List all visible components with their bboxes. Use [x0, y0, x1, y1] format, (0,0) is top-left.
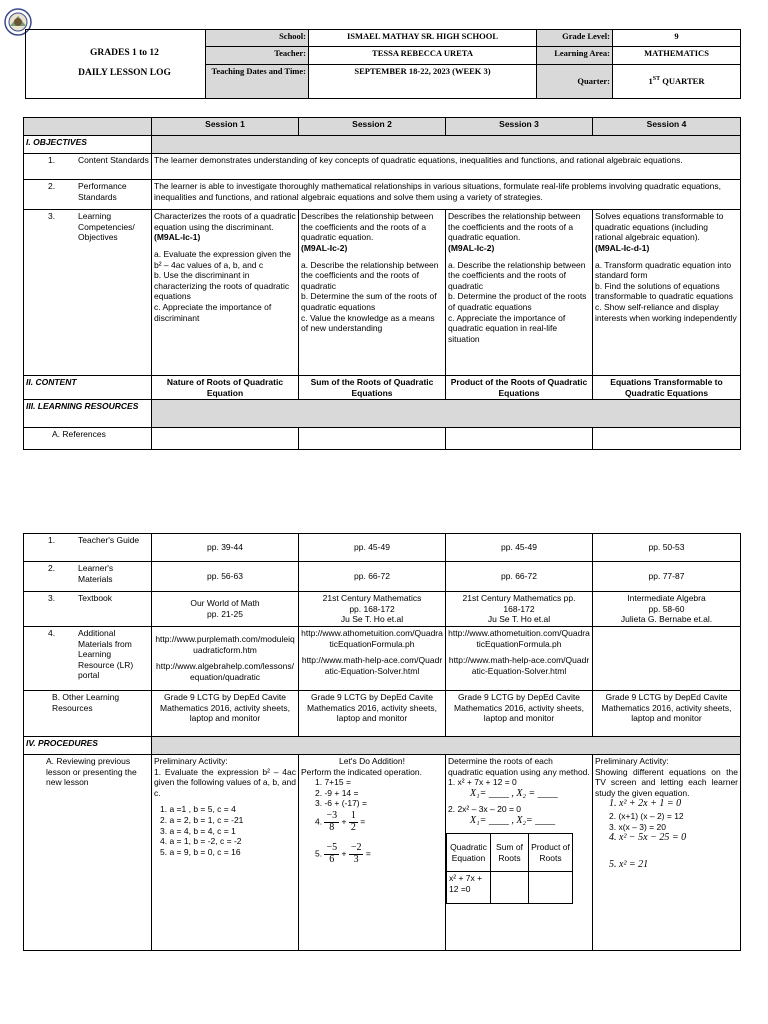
lc-1-code: (M9AL-Ic-1)	[154, 232, 201, 243]
s2-f5a-denominator: 6	[329, 853, 335, 865]
tb-session-4	[593, 592, 741, 627]
content-heading: II. CONTENT	[24, 376, 152, 400]
s3-roots-1: X₁= ____ , X₂ = ____	[470, 787, 558, 799]
school-label: School:	[206, 30, 309, 47]
grade-level-label: Grade Level:	[537, 30, 613, 47]
performance-standards-label	[24, 180, 152, 210]
lc-2-code: (M9AL-Ic-2)	[301, 242, 348, 253]
s2-f4b-denominator: 2	[350, 821, 356, 833]
tb-2-title: 21st Century Mathematics	[322, 593, 422, 603]
lc-3-code: (M9AL-Ic-2)	[448, 242, 495, 253]
other-session-1: Grade 9 LCTG by DepEd Cavite Mathematics 2016, activity sheets, laptop and monitor	[152, 690, 299, 736]
s1-title: Preliminary Activity:	[154, 755, 228, 766]
s3-equation-2: 2. 2x² – 3x – 20 = 0	[448, 804, 522, 815]
s2-f4a-numerator: −3	[326, 810, 338, 821]
lc-3-item-c: c. Appreciate the importance of quadratic equation in real-life situation	[448, 312, 566, 344]
lc-3-item-a: a. Describe the relationship between the coefficients and the roots of quadratic	[448, 259, 586, 291]
references-empty-4	[593, 428, 741, 450]
lc-2-item-b: b. Determine the sum of the roots of quadratic equations	[301, 291, 437, 312]
session-2-header: Session 2	[299, 118, 446, 136]
reviewing-label: A. Reviewing previous lesson or presenting the new lesson	[24, 754, 152, 950]
tb-session-3	[446, 592, 593, 627]
topic-session-1: Nature of Roots of Quadratic Equation	[152, 376, 299, 400]
lm-session-3: pp. 66-72	[446, 562, 593, 592]
quarter-number: 1	[648, 76, 653, 87]
am-3-link-1[interactable]: http://www.athometuition.com/QuadraticEquationFormula.ph	[448, 627, 590, 649]
dates-value: SEPTEMBER 18-22, 2023 (WEEK 3)	[309, 65, 537, 99]
quarter-value	[613, 65, 741, 99]
objectives-table	[23, 117, 741, 450]
lc-4-item-a: a. Transform quadratic equation into standard form	[595, 259, 732, 281]
s2-f5b-denominator: 3	[353, 853, 359, 865]
s4-item-3: 3. x(x – 3) = 20	[609, 821, 666, 832]
s3-intro: Determine the roots of each quadratic equation using any method.	[448, 755, 590, 777]
learning-competencies-label-text: Learning Competencies/ Objectives	[78, 211, 135, 243]
s2-item-1: 1. 7+15 =	[315, 777, 351, 788]
am-2-link-2[interactable]: http://www.math-help-ace.com/Quadratic-Equation-Solver.html	[301, 655, 443, 676]
s1-item-4: 4. a = 1, b = -2, c = -2	[160, 836, 242, 847]
procedures-heading: IV. PROCEDURES	[24, 736, 152, 754]
learners-materials-label	[24, 562, 152, 592]
topic-session-3: Product of the Roots of Quadratic Equations	[446, 376, 593, 400]
s1-item-1: 1. a =1 , b = 5, c = 4	[160, 804, 236, 815]
textbook-number: 3.	[48, 593, 56, 603]
am-1-link-1[interactable]: http://www.purplemath.com/moduleiquadraticform.htm	[155, 633, 295, 655]
lc-4-code: (M9AL-Ic-d-1)	[595, 242, 650, 253]
lc-3-item-b: b. Determine the product of the roots of quadratic equations	[448, 291, 587, 312]
s1-intro: 1. Evaluate the expression b² – 4ac given the following values of a, b, and c.	[154, 766, 296, 798]
content-standards-label-text: Content Standards	[78, 155, 149, 165]
s3-row-equation: x² + 7x + 12 =0	[447, 872, 491, 904]
am-session-1	[152, 626, 299, 690]
learning-area-value: MATHEMATICS	[613, 47, 741, 65]
topic-session-2: Sum of the Roots of Quadratic Equations	[299, 376, 446, 400]
teachers-guide-label-text: Teacher's Guide	[78, 535, 140, 545]
lm-session-1: pp. 56-63	[152, 562, 299, 592]
procedures-heading-fill	[152, 736, 741, 754]
blank-header-cell	[24, 118, 152, 136]
learning-area-label: Learning Area:	[537, 47, 613, 65]
s2-item-4: 4. $\frac{-3}{8}$ + $\frac{1}{2}$ =	[315, 810, 366, 833]
s3-col-product-of-roots: Product of Roots	[529, 834, 573, 872]
proc-a-session-2	[299, 754, 446, 950]
teachers-guide-label	[24, 534, 152, 562]
teacher-value: TESSA REBECCA URETA	[309, 47, 537, 65]
lc-4-main: Solves equations transformable to quadratic equations (including rational algebraic equation).	[595, 211, 724, 243]
content-standards-number: 1.	[48, 155, 56, 165]
proc-a-session-4	[593, 754, 741, 950]
s1-item-3: 3. a = 4, b = 4, c = 1	[160, 825, 236, 836]
learning-competencies-number: 3.	[48, 211, 56, 221]
references-label: A. References	[24, 428, 152, 450]
teachers-guide-number: 1.	[48, 535, 56, 545]
other-session-3: Grade 9 LCTG by DepEd Cavite Mathematics 2016, activity sheets, laptop and monitor	[446, 690, 593, 736]
lc-2-main: Describes the relationship between the coefficients and the roots of a quadratic equation.	[301, 211, 434, 243]
learners-materials-label-text: Learner's Materials	[78, 563, 114, 584]
objectives-heading-fill	[152, 136, 741, 154]
s4-item-4: 4. x² − 5x − 25 = 0	[609, 832, 687, 844]
lc-4-item-c: c. Show self-reliance and display interests when working independently	[595, 302, 737, 323]
tg-session-1: pp. 39-44	[152, 534, 299, 562]
am-3-link-2[interactable]: http://www.math-help-ace.com/Quadratic-Equation-Solver.html	[448, 655, 590, 676]
s1-item-5: 5. a = 9, b = 0, c = 16	[160, 846, 241, 857]
s2-f5b-numerator: −2	[350, 842, 362, 853]
am-session-4	[593, 626, 741, 690]
quarter-label: Quarter:	[537, 65, 613, 99]
textbook-label-text: Textbook	[78, 593, 113, 603]
tb-4-title: Intermediate Algebra	[627, 593, 706, 603]
content-standards-label	[24, 154, 152, 180]
lc-2-item-c: c. Value the knowledge as a means of new understanding	[301, 312, 435, 334]
lc-session-2	[299, 210, 446, 376]
lc-1-item-a: a. Evaluate the expression given the b² – 4ac values of a, b, and c	[154, 248, 292, 270]
tb-2-author: Ju Se T. Ho et.al	[340, 614, 404, 625]
proc-a-session-3	[446, 754, 593, 950]
s4-intro: Showing different equations on the TV screen and letting each learner study the given equation.	[595, 766, 738, 798]
s3-equation-1: 1. x² + 7x + 12 = 0	[448, 777, 517, 788]
additional-materials-label-text: Additional Materials from Learning Resource (LR) portal	[78, 627, 134, 681]
tb-4-author: Julieta G. Bernabe et.al.	[620, 614, 713, 625]
proc-a-session-1	[152, 754, 299, 950]
lm-session-2: pp. 66-72	[299, 562, 446, 592]
s3-col-sum-of-roots: Sum of Roots	[491, 834, 529, 872]
s2-f5a-numerator: −5	[326, 842, 338, 853]
tb-2-pages: pp. 168-172	[349, 603, 395, 614]
s2-item-3: 3. -6 + (-17) =	[315, 798, 367, 809]
tb-1-title: Our World of Math	[190, 598, 260, 609]
header-table	[25, 29, 741, 99]
other-session-2: Grade 9 LCTG by DepEd Cavite Mathematics 2016, activity sheets, laptop and monitor	[299, 690, 446, 736]
am-session-3	[446, 626, 593, 690]
lc-session-1	[152, 210, 299, 376]
am-session-2	[299, 626, 446, 690]
tb-3-title: 21st Century Mathematics pp.	[462, 593, 576, 603]
lm-session-4: pp. 77-87	[593, 562, 741, 592]
lc-1-item-c: c. Appreciate the importance of discriminant	[154, 302, 272, 323]
tb-3-pages: 168-172	[503, 603, 535, 614]
s2-f4a-denominator: 8	[329, 821, 335, 833]
objectives-heading: I. OBJECTIVES	[24, 136, 152, 154]
am-2-link-1[interactable]: http://www.athometuition.com/QuadraticEquationFormula.ph	[301, 627, 443, 649]
quarter-suffix: ST	[652, 76, 661, 83]
references-empty-3	[446, 428, 593, 450]
tb-4-pages: pp. 58-60	[648, 603, 685, 614]
s3-roots-table	[446, 833, 573, 904]
session-3-header: Session 3	[446, 118, 593, 136]
s3-roots-2: X₁= ____ , X₂= ____	[470, 814, 556, 826]
dates-label: Teaching Dates and Time:	[206, 65, 309, 99]
references-empty-2	[299, 428, 446, 450]
s2-intro: Perform the indicated operation.	[301, 766, 422, 777]
performance-standards-text: The learner is able to investigate thoroughly mathematical relationships in various situations, formulate real-life problems involving quadratic equations, inequalities and functions, and rational algebraic equations and solve them using a variety of strategies.	[152, 180, 741, 210]
resources-procedures-table	[23, 533, 741, 951]
quarter-word: QUARTER	[660, 76, 705, 87]
learners-materials-number: 2.	[48, 563, 56, 573]
s1-item-2: 2. a = 2, b = 1, c = -21	[160, 815, 244, 825]
s2-item-5-fraction-b	[349, 843, 364, 865]
s2-item-5-fraction-a	[324, 843, 339, 865]
header-title-cell	[26, 30, 206, 99]
other-resources-label: B. Other Learning Resources	[24, 690, 152, 736]
content-standards-text: The learner demonstrates understanding of key concepts of quadratic equations, inequalities and functions, and rational algebraic equations.	[152, 154, 741, 180]
school-value: ISMAEL MATHAY SR. HIGH SCHOOL	[309, 30, 537, 47]
references-empty-1	[152, 428, 299, 450]
s2-item-4-number: 4.	[315, 816, 323, 827]
session-1-header: Session 1	[152, 118, 299, 136]
learning-resources-heading: III. LEARNING RESOURCES	[24, 400, 152, 428]
grades-title: GRADES 1 to 12	[90, 48, 159, 59]
s2-item-4-fraction-a	[324, 811, 339, 833]
s2-f4b-numerator: 1	[350, 810, 356, 821]
tb-session-2	[299, 592, 446, 627]
s2-item-5: 5. $\frac{-5}{6}$ + $\frac{-2}{3}$ =	[315, 842, 371, 865]
s4-title: Preliminary Activity:	[595, 755, 669, 766]
s2-title: Let's Do Addition!	[339, 755, 405, 766]
s2-item-2: 2. -9 + 14 =	[315, 787, 359, 798]
tb-session-1	[152, 592, 299, 627]
other-session-4: Grade 9 LCTG by DepEd Cavite Mathematics 2016, activity sheets, laptop and monitor	[593, 690, 741, 736]
am-1-link-2[interactable]: http://www.algebrahelp.com/lessons/equation/quadratic	[156, 661, 294, 682]
learning-resources-fill	[152, 400, 741, 428]
tb-3-author: Ju Se T. Ho et.al	[487, 614, 551, 625]
textbook-label	[24, 592, 152, 627]
lc-4-item-b: b. Find the solutions of equations transformable to quadratic equations	[595, 280, 733, 302]
s4-item-1: 1. x² + 2x + 1 = 0	[609, 798, 682, 810]
s3-row-sum[interactable]	[491, 872, 529, 904]
additional-materials-number: 4.	[48, 627, 56, 638]
topic-session-4: Equations Transformable to Quadratic Equations	[593, 376, 741, 400]
performance-standards-number: 2.	[48, 181, 56, 191]
session-4-header: Session 4	[593, 118, 741, 136]
lc-2-item-a: a. Describe the relationship between the coefficients and the roots of quadratic	[301, 259, 439, 291]
lc-session-3	[446, 210, 593, 376]
performance-standards-label-text: Performance Standards	[78, 181, 127, 202]
s3-col-quadratic-equation: Quadratic Equation	[447, 834, 491, 872]
lc-session-4	[593, 210, 741, 376]
lc-1-main: Characterizes the roots of a quadratic equation using the discriminant.	[154, 211, 296, 232]
lc-3-main: Describes the relationship between the coefficients and the roots of a quadratic equation.	[448, 211, 581, 243]
teacher-label: Teacher:	[206, 47, 309, 65]
s4-item-2: 2. (x+1) (x – 2) = 12	[609, 810, 684, 821]
learning-competencies-label	[24, 210, 152, 376]
tg-session-2: pp. 45-49	[299, 534, 446, 562]
lc-1-item-b: b. Use the discriminant in characterizing the roots of quadratic equations	[154, 270, 290, 302]
s3-row-product[interactable]	[529, 872, 573, 904]
additional-materials-label	[24, 626, 152, 690]
daily-lesson-log-title: DAILY LESSON LOG	[78, 68, 171, 78]
s2-item-4-fraction-b	[349, 811, 358, 833]
tg-session-3: pp. 45-49	[446, 534, 593, 562]
s4-item-5: 5. x² = 21	[609, 858, 649, 870]
tg-session-4: pp. 50-53	[593, 534, 741, 562]
tb-1-pages: pp. 21-25	[207, 608, 243, 619]
s2-item-5-number: 5.	[315, 848, 323, 859]
grade-level-value: 9	[613, 30, 741, 47]
